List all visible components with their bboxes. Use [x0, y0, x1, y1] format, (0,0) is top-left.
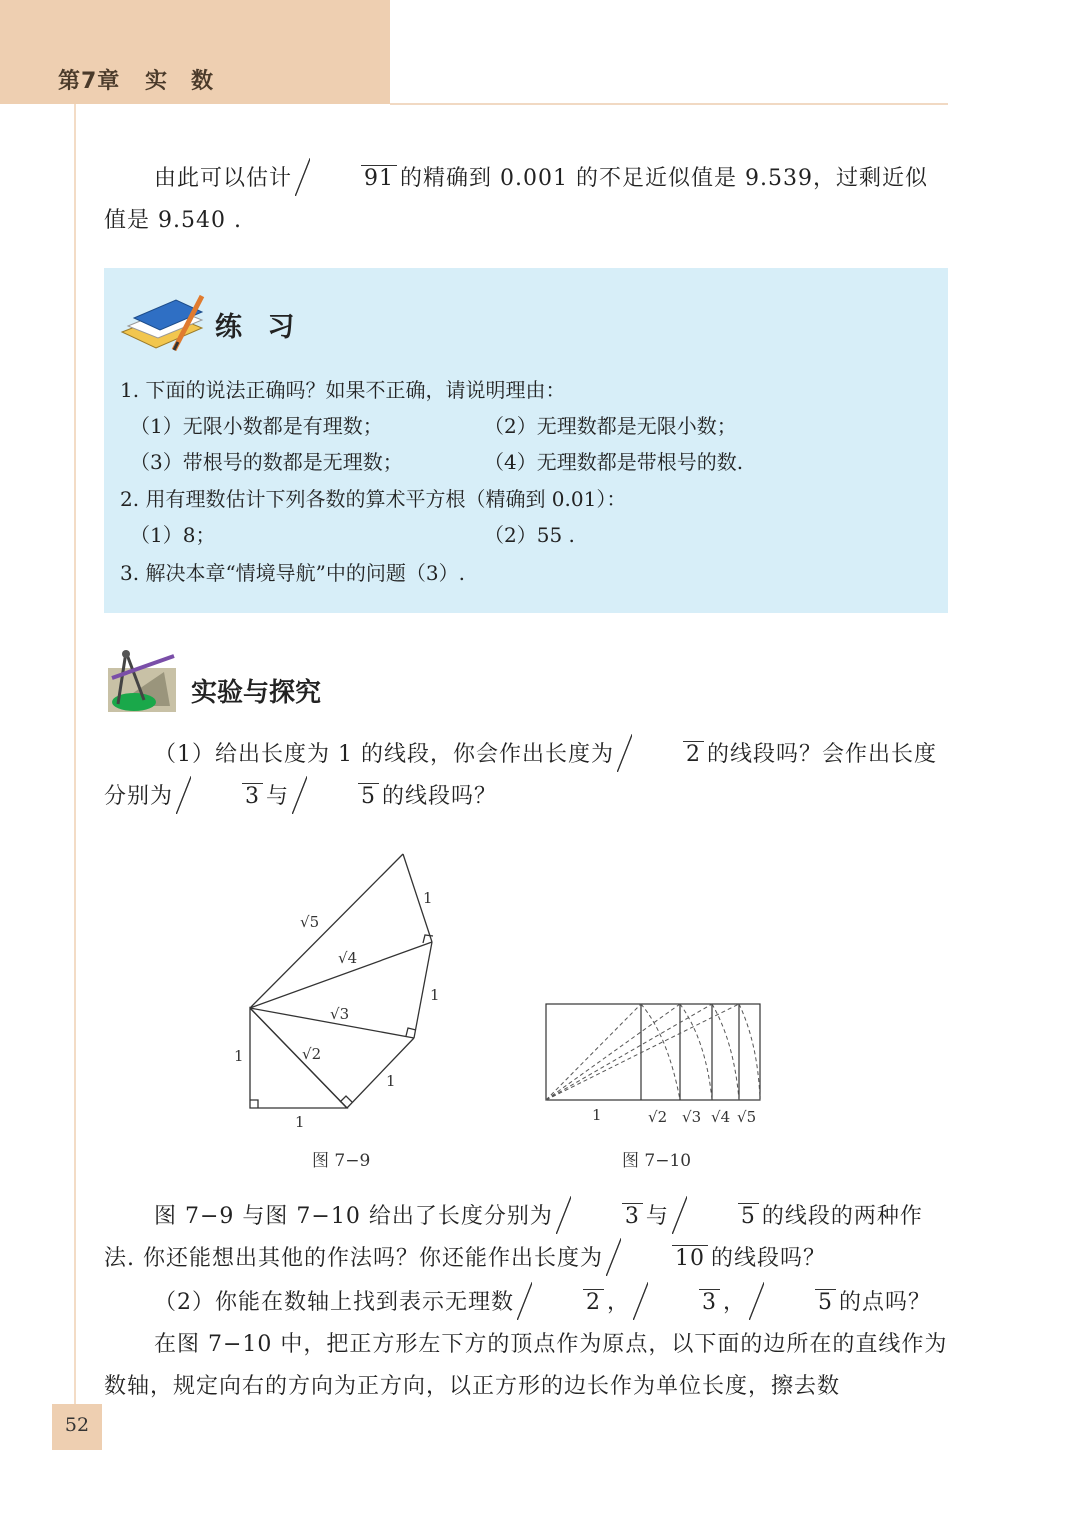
- radicand: 5: [738, 1203, 759, 1229]
- text: 图 7−9 与图 7−10 给出了长度分别为: [154, 1204, 553, 1229]
- practice-q1-item4: （4）无理数都是带根号的数.: [484, 450, 744, 474]
- radicand: 3: [622, 1203, 643, 1229]
- radicand: 2: [583, 1289, 604, 1315]
- chapter-name: 实 数: [144, 69, 214, 94]
- radical-5: [749, 1282, 836, 1324]
- radical-2: [617, 734, 704, 776]
- explore-paragraph-4: 在图 7−10 中，把正方形左下方的顶点作为原点，以下面的边所在的直线作为数轴，规定向右的方向为正方向，以正方形的边长作为单位长度，擦去数: [104, 1332, 948, 1399]
- label-unit: 1: [592, 1106, 602, 1124]
- label-sqrt4: √4: [711, 1108, 731, 1126]
- header-rule: [390, 103, 948, 105]
- explore-paragraph-1: [104, 734, 950, 818]
- figure-7-9-caption: 图 7−9: [312, 1151, 371, 1171]
- practice-q2-item1: （1）8；: [130, 523, 216, 547]
- compass-protractor-icon: [104, 648, 180, 716]
- label-sqrt3: √3: [330, 1005, 350, 1023]
- intro-text-2: 的精确到 0.001 的不足近似值是 9.539，过剩近似值是 9.540 .: [104, 166, 928, 233]
- practice-q2-item2: （2）55 .: [484, 523, 575, 547]
- radicand: 2: [683, 741, 704, 767]
- practice-q2: 2. 用有理数估计下列各数的算术平方根（精确到 0.01）：: [120, 487, 627, 511]
- label-1e: 1: [423, 889, 433, 907]
- radical-5: [672, 1196, 759, 1238]
- book-pencil-icon: [118, 292, 206, 354]
- radicand: 3: [242, 783, 263, 809]
- chapter-number: 第7章: [58, 69, 121, 94]
- radicand: 10: [672, 1245, 708, 1271]
- practice-q3: 3. 解决本章“情境导航”中的问题（3）.: [120, 561, 465, 585]
- figure-7-10: [540, 996, 770, 1132]
- label-sqrt5: √5: [737, 1108, 757, 1126]
- text: 的线段吗？: [382, 784, 498, 809]
- text: 与: [266, 784, 290, 809]
- radical-2: [517, 1282, 604, 1324]
- practice-q1-item2: （2）无理数都是无限小数；: [484, 414, 737, 438]
- label-1d: 1: [430, 986, 440, 1004]
- text: （2）你能在数轴上找到表示无理数: [154, 1290, 514, 1315]
- text: 的线段吗？: [711, 1246, 827, 1271]
- intro-text-1: 由此可以估计: [154, 166, 293, 191]
- practice-title: 练 习: [215, 312, 303, 343]
- label-sqrt5: √5: [300, 913, 320, 931]
- radical-3: [556, 1196, 643, 1238]
- radicand: 5: [815, 1289, 836, 1315]
- label-sqrt4: √4: [338, 949, 358, 967]
- text: 的点吗？: [839, 1290, 932, 1315]
- label-1a: 1: [234, 1047, 244, 1065]
- label-sqrt2: √2: [648, 1108, 668, 1126]
- explore-paragraph-3: [104, 1282, 950, 1324]
- practice-q1-item1: （1）无限小数都是有理数；: [130, 414, 383, 438]
- radicand: 5: [358, 783, 379, 809]
- radical-3: [633, 1282, 720, 1324]
- radicand: 3: [699, 1289, 720, 1315]
- chapter-title: [58, 64, 214, 95]
- margin-rule: [74, 104, 76, 1404]
- page-number: 52: [64, 1414, 90, 1436]
- radical-5: [292, 776, 379, 818]
- label-sqrt2: √2: [302, 1045, 322, 1063]
- text: 的线段吗？会作出长度分别为: [104, 742, 937, 809]
- hypotenuse-sqrt5: [250, 854, 403, 1008]
- label-1b: 1: [295, 1113, 305, 1131]
- text: 与: [645, 1204, 669, 1229]
- radical-3: [176, 776, 263, 818]
- label-1c: 1: [386, 1072, 396, 1090]
- practice-q1-item3: （3）带根号的数都是无理数；: [130, 450, 403, 474]
- outer-rectangle: [546, 1004, 760, 1100]
- text: ，: [607, 1290, 631, 1315]
- explore-paragraph-2: [104, 1196, 950, 1280]
- text: ，: [723, 1290, 747, 1315]
- practice-q1: 1. 下面的说法正确吗？如果不正确，请说明理由：: [120, 378, 566, 402]
- intro-paragraph: [104, 158, 950, 242]
- figure-7-10-caption: 图 7−10: [622, 1151, 692, 1171]
- figure-7-9: [220, 848, 460, 1131]
- explore-title: 实验与探究: [191, 678, 322, 708]
- text: 的线段的两种作法. 你还能想出其他的作法吗？你还能作出长度为: [104, 1204, 923, 1271]
- radicand: 91: [361, 165, 397, 191]
- leg-1b: [347, 1038, 414, 1108]
- radical-91: [295, 158, 397, 200]
- label-sqrt3: √3: [682, 1108, 702, 1126]
- radical-10: [606, 1238, 708, 1280]
- text: （1）给出长度为 1 的线段，你会作出长度为: [154, 742, 614, 767]
